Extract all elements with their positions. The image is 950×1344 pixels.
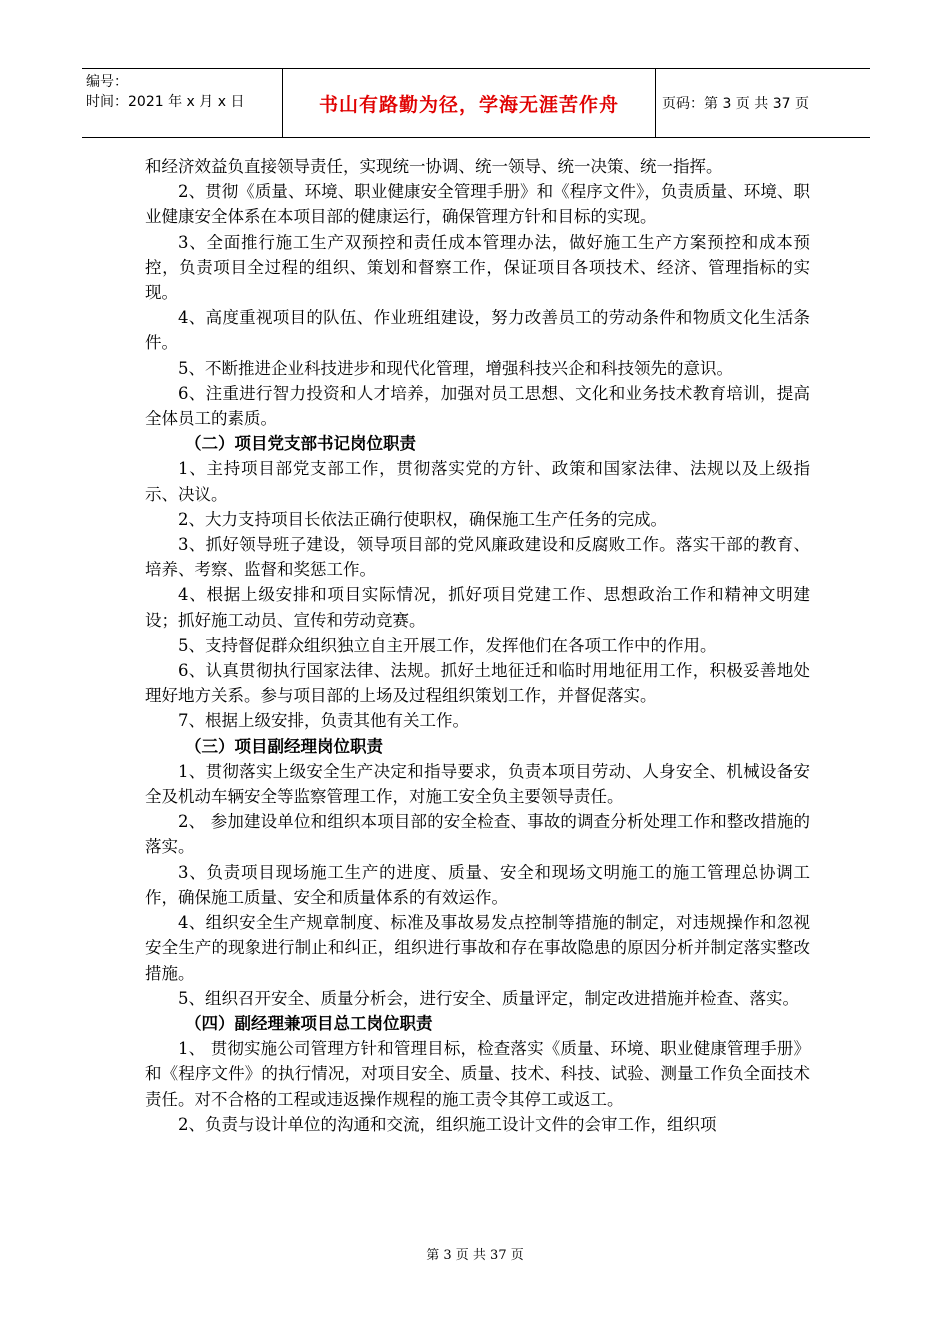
paragraph: 1、主持项目部党支部工作，贯彻落实党的方针、政策和国家法律、法规以及上级指示、决议。 — [145, 459, 810, 504]
paragraph: 1、 贯彻实施公司管理方针和管理目标，检查落实《质量、环境、职业健康管理手册》和《程序文件》的执行情况，对项目安全、质量、技术、科技、试验、测量工作负全面技术责任。对不合格的工程或违返操作规程的施工责令其停工或返工。 — [145, 1039, 810, 1109]
paragraph: 4、高度重视项目的队伍、作业班组建设，努力改善员工的劳动条件和物质文化生活条件。 — [145, 308, 810, 353]
paragraph: 2、大力支持项目长依法正确行使职权，确保施工生产任务的完成。 — [178, 509, 667, 529]
paragraph: 2、负责与设计单位的沟通和交流，组织施工设计文件的会审工作，组织项 — [178, 1114, 717, 1134]
paragraph: 1、贯彻落实上级安全生产决定和指导要求，负责本项目劳动、人身安全、机械设备安全及机动车辆安全等监察管理工作，对施工安全负主要领导责任。 — [145, 761, 810, 807]
section-heading: （二）项目党支部书记岗位职责 — [185, 434, 416, 454]
paragraph: 5、不断推进企业科技进步和现代化管理，增强科技兴企和科技领先的意识。 — [178, 358, 733, 378]
paragraph: 3、全面推行施工生产双预控和责任成本管理办法，做好施工生产方案预控和成本预控，负责项目全过程的组织、策划和督察工作，保证项目各项技术、经济、管理指标的实现。 — [145, 232, 810, 303]
paragraph: 6、注重进行智力投资和人才培养，加强对员工思想、文化和业务技术教育培训，提高全体员工的素质。 — [145, 383, 810, 429]
paragraph: 4、根据上级安排和项目实际情况，抓好项目党建工作、思想政治工作和精神文明建设；抓好施工动员、宣传和劳动竞赛。 — [145, 585, 810, 630]
doc-number-label: 编号： — [86, 74, 128, 90]
header-page-label: 页码：第 3 页 共 37 页 — [662, 96, 809, 112]
paragraph: 7、根据上级安排，负责其他有关工作。 — [178, 711, 469, 731]
header-meta — [82, 69, 282, 137]
paragraph: 2、贯彻《质量、环境、职业健康安全管理手册》和《程序文件》，负责质量、环境、职业健康安全体系在本项目部的健康运行，确保管理方针和目标的实现。 — [145, 182, 810, 227]
paragraph: 4、组织安全生产规章制度、标准及事故易发点控制等措施的制定，对违规操作和忽视安全生产的现象进行制止和纠正，组织进行事故和存在事故隐患的原因分析并制定落实整改措施。 — [145, 913, 810, 983]
paragraph: 5、支持督促群众组织独立自主开展工作，发挥他们在各项工作中的作用。 — [178, 635, 717, 655]
doc-time-label: 时间：2021 年 x 月 x 日 — [86, 94, 245, 110]
paragraph: 3、负责项目现场施工生产的进度、质量、安全和现场文明施工的施工管理总协调工作，确保施工质量、安全和质量体系的有效运作。 — [145, 862, 810, 907]
document-body — [145, 154, 810, 1137]
paragraph: 3、抓好领导班子建设，领导项目部的党风廉政建设和反腐败工作。落实干部的教育、培养、考察、监督和奖惩工作。 — [145, 535, 810, 580]
header-motto: 书山有路勤为径，学海无涯苦作舟 — [282, 69, 656, 137]
section-heading: （四）副经理兼项目总工岗位职责 — [185, 1013, 433, 1033]
paragraph: 和经济效益负直接领导责任，实现统一协调、统一领导、统一决策、统一指挥。 — [145, 157, 723, 176]
paragraph: 5、组织召开安全、质量分析会，进行安全、质量评定，制定改进措施并检查、落实。 — [178, 988, 799, 1008]
page-footer: 第 3 页 共 37 页 — [426, 1248, 524, 1263]
section-heading: （三）项目副经理岗位职责 — [185, 736, 383, 756]
paragraph: 6、认真贯彻执行国家法律、法规。抓好土地征迁和临时用地征用工作，积极妥善地处理好地方关系。参与项目部的上场及过程组织策划工作，并督促落实。 — [145, 661, 810, 706]
paragraph: 2、 参加建设单位和组织本项目部的安全检查、事故的调查分析处理工作和整改措施的落实。 — [145, 812, 810, 857]
page-header — [82, 68, 870, 138]
